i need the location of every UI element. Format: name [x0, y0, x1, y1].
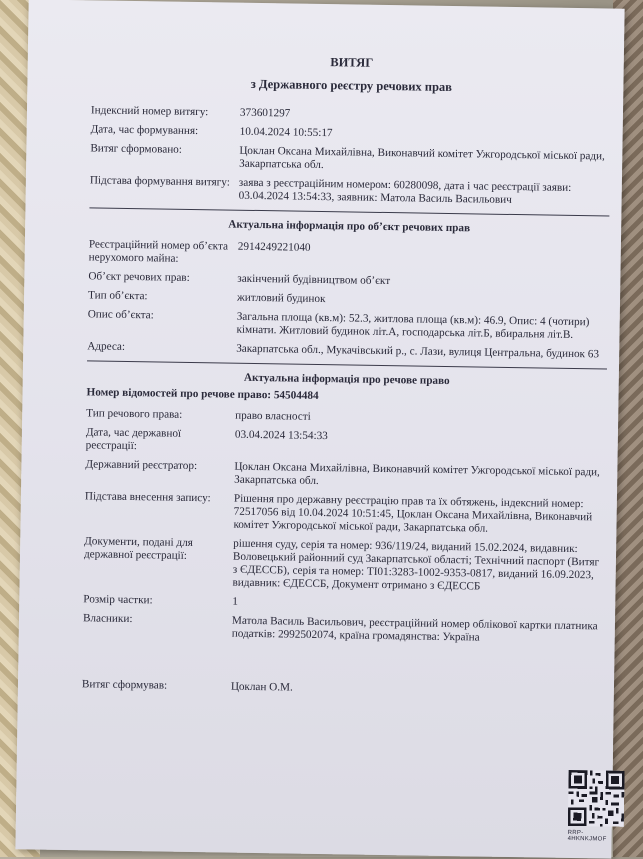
right-row	[86, 426, 606, 460]
row-value: закінчений будівництвом об’єкт	[237, 272, 391, 288]
row-value: 10.04.2024 10:55:17	[239, 125, 333, 140]
row-value: рішення суду, серія та номер: 936/119/24, виданий 15.02.2024, видавник: Воловецький районний суд Закарпатської області; Технічний паспорт (Витяг з ЄДЕССБ), серія та номер: ТІ01:3283-1002-9353-0817, виданий 16.09.2023, видавник: ЄДЕССБ, Документ отримано з ЄДЕССБ	[232, 537, 600, 593]
row-label: Індексний номер витягу:	[90, 104, 209, 119]
row-label: Тип об’єкта:	[87, 289, 148, 303]
row-value: 1	[232, 595, 238, 608]
object-row	[88, 289, 608, 310]
row-value: Цоклан Оксана Михайлівна, Виконавчий комітет Ужгородської міської ради, Закарпатська обл.	[234, 460, 600, 487]
right-row	[83, 593, 603, 614]
document-subtitle: з Державного реєстру речових прав	[250, 76, 453, 95]
signature-label: Витяг сформував:	[81, 678, 168, 692]
row-value: Рішення про державну реєстрацію прав та їх обтяжень, індексний номер: 72517056 від 10.04.2024 10:51:45, Цоклан Оксана Михайлівна, Виконавчий комітет Ужгородської міської ради, Закарпатська обл.	[233, 492, 593, 535]
row-label: Об’єкт речових прав:	[88, 270, 190, 284]
row-value: Закарпатська обл., Мукачівський р., с. Лази, вулиця Центральна, будинок 63	[236, 342, 600, 361]
row-label: Реєстраційний номер об’єкта нерухомого майна:	[88, 238, 229, 265]
right-row	[84, 490, 605, 537]
row-label: Власники:	[82, 612, 133, 626]
row-label: Підстава внесення запису:	[84, 490, 211, 505]
object-rows	[87, 238, 609, 361]
signature-value: Цоклан О.М.	[230, 680, 293, 694]
row-value: Загальна площа (кв.м): 52.3, житлова площа (кв.м): 46.9, Опис: 4 (чотири) кімнати. Житловий будинок літ.А, господарська літ.Б, вбиральня літ.В.	[236, 310, 590, 341]
header-row	[91, 123, 611, 144]
row-value: Цоклан Оксана Михайлівна, Виконавчий комітет Ужгородської міської ради, Закарпатська обл.	[239, 144, 605, 172]
right-row	[85, 458, 605, 492]
row-value: 03.04.2024 13:54:33	[234, 428, 328, 443]
object-row	[89, 238, 609, 272]
header-row	[90, 142, 610, 176]
row-value: 2914249221040	[237, 240, 311, 254]
header-row	[91, 104, 611, 125]
row-value: Матола Василь Васильович, реєстраційний номер облікової картки платника податків: 2992502074, країна громадянства: Україна	[231, 614, 598, 644]
right-section-title: Актуальна інформація про речове право	[243, 371, 450, 388]
right-rows	[83, 407, 607, 646]
divider	[87, 360, 607, 369]
row-value: право власності	[235, 409, 311, 423]
object-row	[88, 270, 608, 291]
row-value: житловий будинок	[236, 291, 326, 306]
right-number-line: Номер відомостей про речове право: 54504484	[86, 386, 319, 402]
object-row	[87, 340, 607, 361]
row-label: Тип речового права:	[86, 407, 183, 421]
document-page	[15, 0, 624, 859]
header-row	[90, 174, 610, 208]
document-title: ВИТЯГ	[330, 55, 374, 70]
qr-code-icon	[568, 770, 625, 827]
document-content	[82, 52, 612, 705]
row-label: Дата, час державної реєстрації:	[85, 426, 182, 453]
row-value: 373601297	[239, 106, 291, 120]
row-label: Опис об’єкта:	[87, 308, 154, 322]
row-value: заява з реєстраційним номером: 60280098, дата і час реєстрації заяви: 03.04.2024 13:54:33, заявник: Матола Василь Васильович	[238, 176, 572, 206]
object-section-title: Актуальна інформація про об’єкт речових прав	[228, 218, 471, 235]
qr-caption: RRP-4HKNKJMOF	[567, 829, 607, 843]
row-label: Розмір частки:	[83, 593, 153, 607]
header-rows	[90, 104, 611, 208]
divider	[89, 207, 609, 216]
row-label: Державний реєстратор:	[85, 458, 198, 473]
right-row	[86, 407, 606, 428]
row-label: Дата, час формування:	[90, 123, 199, 138]
row-label: Витяг сформовано:	[90, 142, 183, 156]
row-label: Документи, подані для державної реєстрації:	[83, 535, 193, 562]
row-label: Підстава формування витягу:	[89, 174, 230, 189]
right-row	[83, 612, 603, 646]
row-label: Адреса:	[87, 340, 126, 353]
object-row	[87, 308, 607, 342]
right-row	[83, 535, 604, 595]
